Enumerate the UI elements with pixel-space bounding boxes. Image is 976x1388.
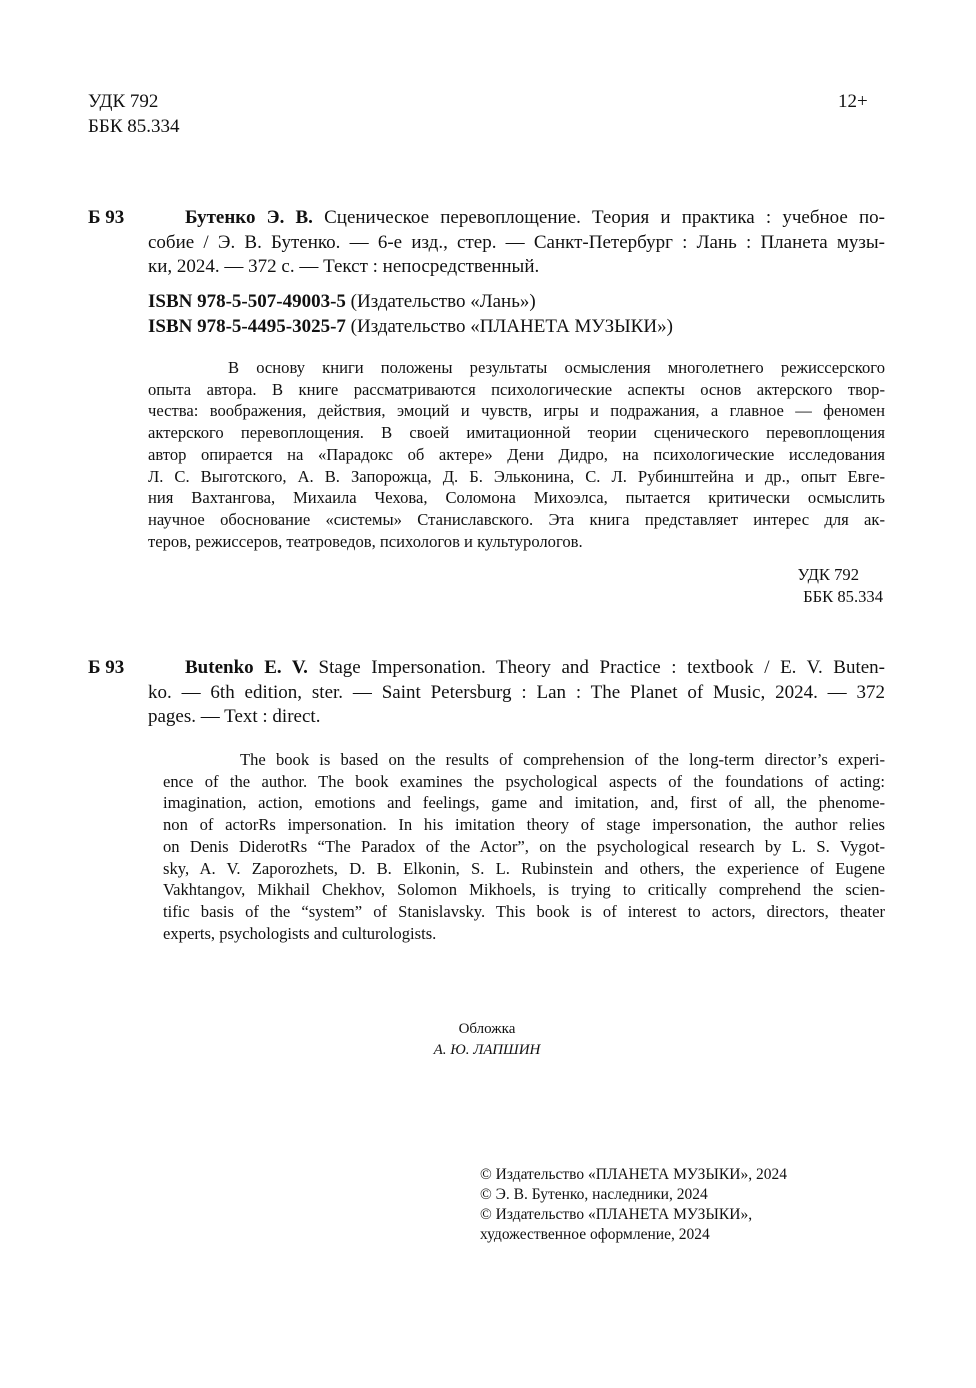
ru-catalog-code: Б 93 (88, 207, 125, 228)
copyright-line: © Издательство «ПЛАНЕТА МУЗЫКИ», (480, 1206, 753, 1223)
copyright-line: художественное оформление, 2024 (480, 1226, 710, 1243)
abstract-line: sky, A. V. Zaporozhets, D. B. Elkonin, S. L. Rubinstein and others, the experience of Eugene (163, 858, 885, 878)
abstract-line: imagination, action, emotions and feelings, game and imitation, and, first of all, the phenome- (163, 793, 885, 813)
ru-record-line: ки, 2024. — 372 с. — Текст : непосредственный. (148, 256, 540, 277)
bbk-code: ББК 85.334 (88, 115, 180, 137)
ru-record-line: собие / Э. В. Бутенко. — 6-е изд., стер. — Санкт-Петербург : Лань : Планета музы- (148, 231, 885, 253)
abstract-line: чества: воображения, действия, эмоций и чувств, игры и подражания, а главное — феномен (148, 401, 885, 421)
ru-record-text: Сценическое перевоплощение. Теория и практика : учебное по- (324, 207, 885, 228)
ru-bibliographic-record (148, 206, 885, 280)
udk-code: УДК 792 (88, 91, 159, 112)
copyright-block (480, 1165, 787, 1245)
abstract-line: The book is based on the results of comprehension of the long-term director’s experi- (240, 750, 885, 769)
isbn-publisher: (Издательство «ПЛАНЕТА МУЗЫКИ») (350, 315, 673, 337)
abstract-line: ния Вахтангова, Михаила Чехова, Соломона Михоэлса, пытается критически осмыслить (148, 488, 885, 508)
isbn-number: ISBN 978-5-507-49003-5 (148, 291, 346, 312)
ru-classification (798, 564, 884, 607)
abstract-line: on Denis DiderotRs “The Paradox of the Actor”, on the psychological research by L. S. Vygot- (163, 836, 885, 856)
cover-label: Обложка (458, 1021, 516, 1037)
abstract-line: научное обоснование «системы» Станиславского. Эта книга представляет интерес для ак- (148, 509, 885, 529)
isbn-publisher: (Издательство «Лань») (350, 291, 536, 312)
age-rating: 12+ (838, 91, 868, 112)
isbn-number: ISBN 978-5-4495-3025-7 (148, 315, 346, 337)
isbn-lan (148, 290, 673, 315)
en-author: Butenko E. V. (185, 657, 308, 678)
abstract-line: non of actorRs impersonation. In his imitation theory of stage impersonation, the author relies (163, 815, 885, 835)
abstract-line: ence of the author. The book examines the psychological aspects of the foundations of acting: (163, 771, 885, 791)
isbn-list (148, 290, 673, 339)
en-record-line: pages. — Text : direct. (148, 706, 321, 727)
en-bibliographic-record (148, 656, 885, 730)
en-record-text: Stage Impersonation. Theory and Practice : textbook / E. V. Buten- (318, 657, 885, 678)
abstract-line: Л. С. Выготского, А. В. Запорожца, Д. Б. Эльконина, С. Л. Рубинштейна и др., опыт Евге- (148, 466, 885, 486)
cover-artist: А. Ю. ЛАПШИН (433, 1042, 541, 1058)
abstract-line: Vakhtangov, Mikhail Chekhov, Solomon Mikhoels, is trying to critically comprehend the scien- (163, 880, 885, 900)
abstract-line: актерского перевоплощения. В своей имитационной теории сценического перевоплощения (148, 423, 885, 443)
cover-credit (387, 1019, 587, 1061)
ru-author: Бутенко Э. В. (185, 207, 313, 228)
en-abstract (163, 749, 885, 944)
isbn-planeta (148, 315, 673, 340)
en-catalog-code: Б 93 (88, 657, 125, 678)
abstract-line: tific basis of the “system” of Stanislavsky. This book is of interest to actors, directors, theater (163, 901, 885, 921)
en-record-line: ko. — 6th edition, ster. — Saint Petersburg : Lan : The Planet of Music, 2024. — 372 (148, 681, 885, 703)
udk-code: УДК 792 (797, 565, 859, 584)
abstract-line: опыта автора. В книге рассматриваются психологические аспекты основ актерского твор- (148, 379, 885, 399)
abstract-line: теров, режиссеров, театроведов, психологов и культурологов. (148, 531, 583, 551)
ru-record-line (185, 206, 885, 231)
abstract-line: experts, psychologists and culturologists. (163, 923, 437, 943)
en-record-line (185, 656, 885, 681)
classification-header (88, 90, 180, 139)
ru-abstract (148, 357, 885, 552)
bbk-code: ББК 85.334 (803, 586, 883, 606)
abstract-line: В основу книги положены результаты осмысления многолетнего режиссерского (228, 358, 885, 377)
abstract-line: автор опирается на «Парадокс об актере» Дени Дидро, на психологические исследования (148, 444, 885, 464)
copyright-line: © Издательство «ПЛАНЕТА МУЗЫКИ», 2024 (480, 1166, 787, 1183)
copyright-line: © Э. В. Бутенко, наследники, 2024 (480, 1186, 708, 1203)
